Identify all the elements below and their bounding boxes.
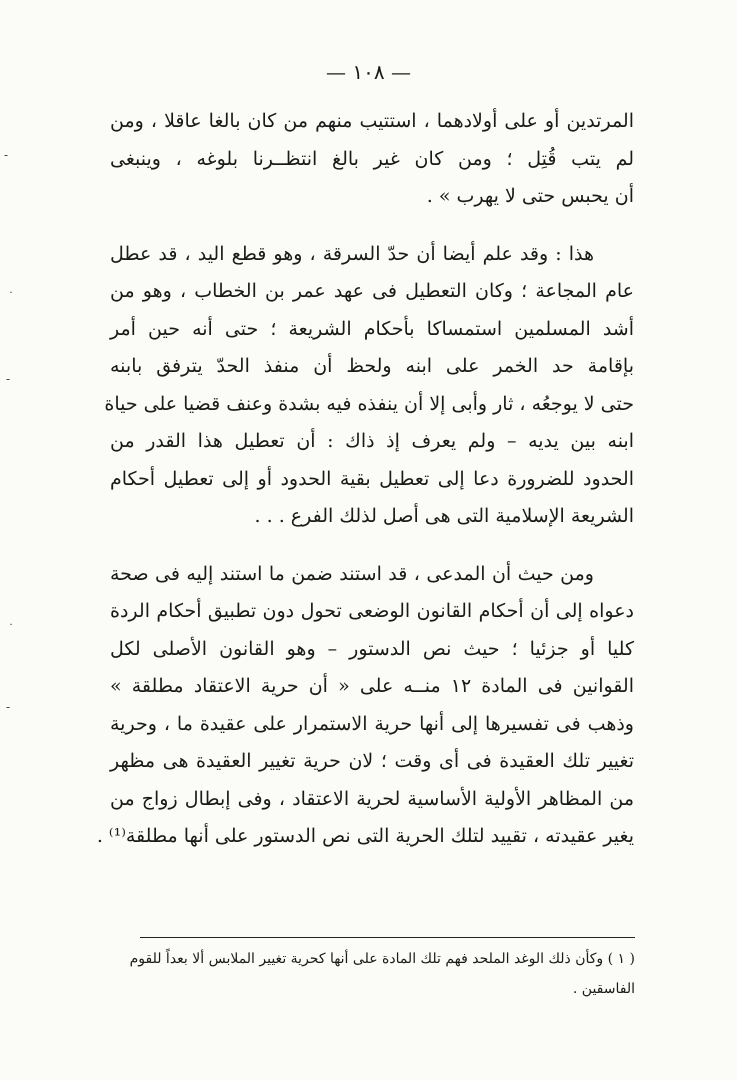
text-line: وذهب فى تفسيرها إلى أنها حرية الاستمرار على عقيدة ما ، وحرية	[110, 712, 634, 735]
text-line: لم يتب قُتِل ؛ ومن كان غير بالغ انتظــرنا بلوغه ، وينبغى	[110, 147, 634, 170]
text-line: حتى لا يوجعُه ، ثار وأبى إلا أن ينفذه فيه بشدة وعنف قضيا على حياة	[104, 392, 634, 415]
paragraph	[104, 236, 634, 536]
text-line: أشد المسلمين استمساكا بأحكام الشريعة ؛ حتى أنه حين أمر	[110, 317, 634, 340]
paragraph	[110, 103, 634, 216]
footnote	[129, 944, 635, 1004]
text-line: القوانين فى المادة ١٢ منــه على « أن حرية الاعتقاد مطلقة »	[110, 675, 634, 697]
footnote-divider	[140, 937, 635, 938]
text-line: بإقامة حد الخمر على ابنه ولحظ أن منفذ الحدّ يترفق بابنه	[110, 355, 634, 377]
paragraph	[96, 556, 634, 856]
text-line: دعواه إلى أن أحكام القانون الوضعى تحول دون تطبيق أحكام الردة	[110, 600, 634, 622]
text-line: أن يحبس حتى لا يهرب » .	[426, 185, 634, 207]
text-line: تغيير تلك العقيدة فى أى وقت ؛ لان حرية تغيير العقيدة هى مظهر	[110, 750, 634, 772]
margin-tick: ˙	[8, 290, 14, 304]
body-text	[96, 103, 634, 856]
text-line: كليا أو جزئيا ؛ حيث نص الدستور – وهو القانون الأصلى لكل	[110, 637, 634, 660]
text-line: عام المجاعة ؛ وكان التعطيل فى عهد عمر بن الخطاب ، وهو من	[110, 280, 634, 302]
text-line: من المظاهر الأولية الأساسية لحرية الاعتقاد ، وفى إبطال زواج من	[110, 787, 634, 810]
text-line: الشريعة الإسلامية التى هى أصل لذلك الفرع . . .	[254, 505, 634, 527]
margin-tick: -	[6, 700, 11, 714]
margin-tick: -	[6, 372, 11, 386]
text-line: المرتدين أو على أولادهما ، استتيب منهم من كان بالغا عاقلا ، ومن	[110, 110, 634, 132]
footnote-line: الفاسقين .	[572, 981, 635, 997]
page-number: — ١٠٨ —	[326, 60, 411, 84]
text-line: يغير عقيدته ، تقييد لتلك الحرية التى نص الدستور على أنها مطلقة⁽¹⁾ .	[96, 825, 634, 847]
text-line: ابنه بين يديه – ولم يعرف إذ ذاك : أن تعطيل هذا القدر من	[110, 430, 634, 452]
margin-tick: -	[4, 148, 9, 162]
footnote-line: ( ١ ) وكأن ذلك الوغد الملحد فهم تلك المادة على أنها كحرية تغيير الملابس ألا بعداً للقوم	[129, 951, 635, 967]
text-line: ومن حيث أن المدعى ، قد استند ضمن ما استند إليه فى صحة	[110, 562, 594, 585]
text-line: هذا : وقد علم أيضا أن حدّ السرقة ، وهو قطع اليد ، قد عطل	[110, 242, 594, 265]
text-line: الحدود للضرورة دعا إلى تعطيل بقية الحدود أو إلى تعطيل أحكام	[110, 467, 634, 490]
margin-tick: ˙	[8, 622, 14, 636]
